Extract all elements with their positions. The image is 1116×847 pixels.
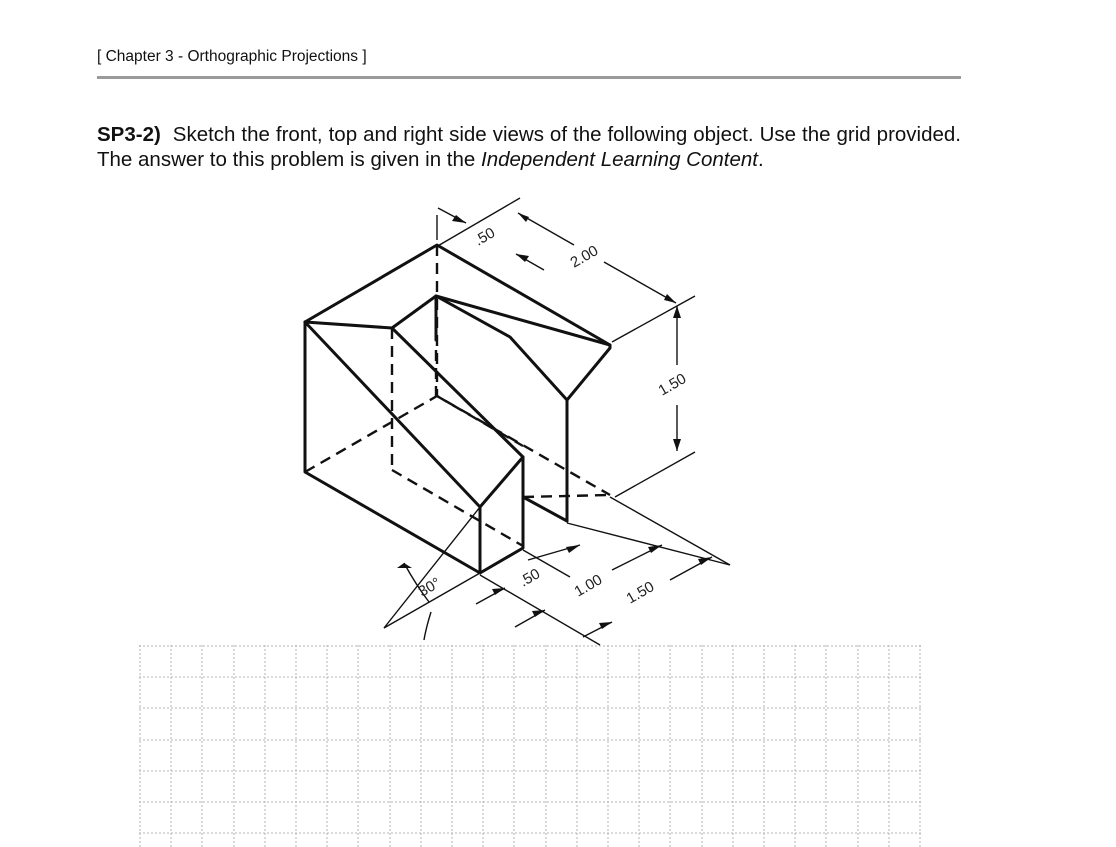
dimension-arrow <box>566 545 580 553</box>
object-edge <box>305 322 523 573</box>
hidden-edge <box>523 495 610 497</box>
extension-line <box>615 452 695 497</box>
object-edge <box>305 296 610 345</box>
object-edge <box>436 296 567 400</box>
dim-label-middle-step: 1.00 <box>571 571 606 601</box>
dimension-arrow <box>673 439 681 451</box>
sketch-grid[interactable] <box>139 645 923 847</box>
dim-label-total-depth: 2.00 <box>567 242 602 272</box>
problem-text-italic: Independent Learning Content <box>481 148 758 171</box>
angle-arc <box>424 612 431 640</box>
extension-line <box>610 497 730 565</box>
dimension-arrow <box>664 294 676 303</box>
dimension-arrow <box>648 545 662 553</box>
dim-label-total-width: 1.50 <box>623 578 658 608</box>
dim-label-front-step: .50 <box>516 565 544 591</box>
hidden-edge <box>305 396 610 495</box>
dim-label-top-notch: .50 <box>471 224 499 250</box>
dimension-line <box>604 262 676 303</box>
problem-text-end: . <box>757 148 764 171</box>
problem-id: SP3-2) <box>97 123 161 146</box>
problem-text: Sketch the front, top and right side views of the following object. Use the grid provided. The answer to this problem is given in the <box>97 123 961 171</box>
object-edge <box>523 497 567 521</box>
dimension-arrow <box>397 563 412 568</box>
dim-label-height: 1.50 <box>655 370 690 400</box>
object-edge <box>392 328 523 457</box>
object-edge <box>305 245 610 521</box>
dimension-arrow <box>518 213 529 222</box>
chapter-header: [ Chapter 3 - Orthographic Projections ] <box>97 48 367 65</box>
dim-label-angle: 30° <box>415 574 444 601</box>
extension-line <box>612 296 695 342</box>
